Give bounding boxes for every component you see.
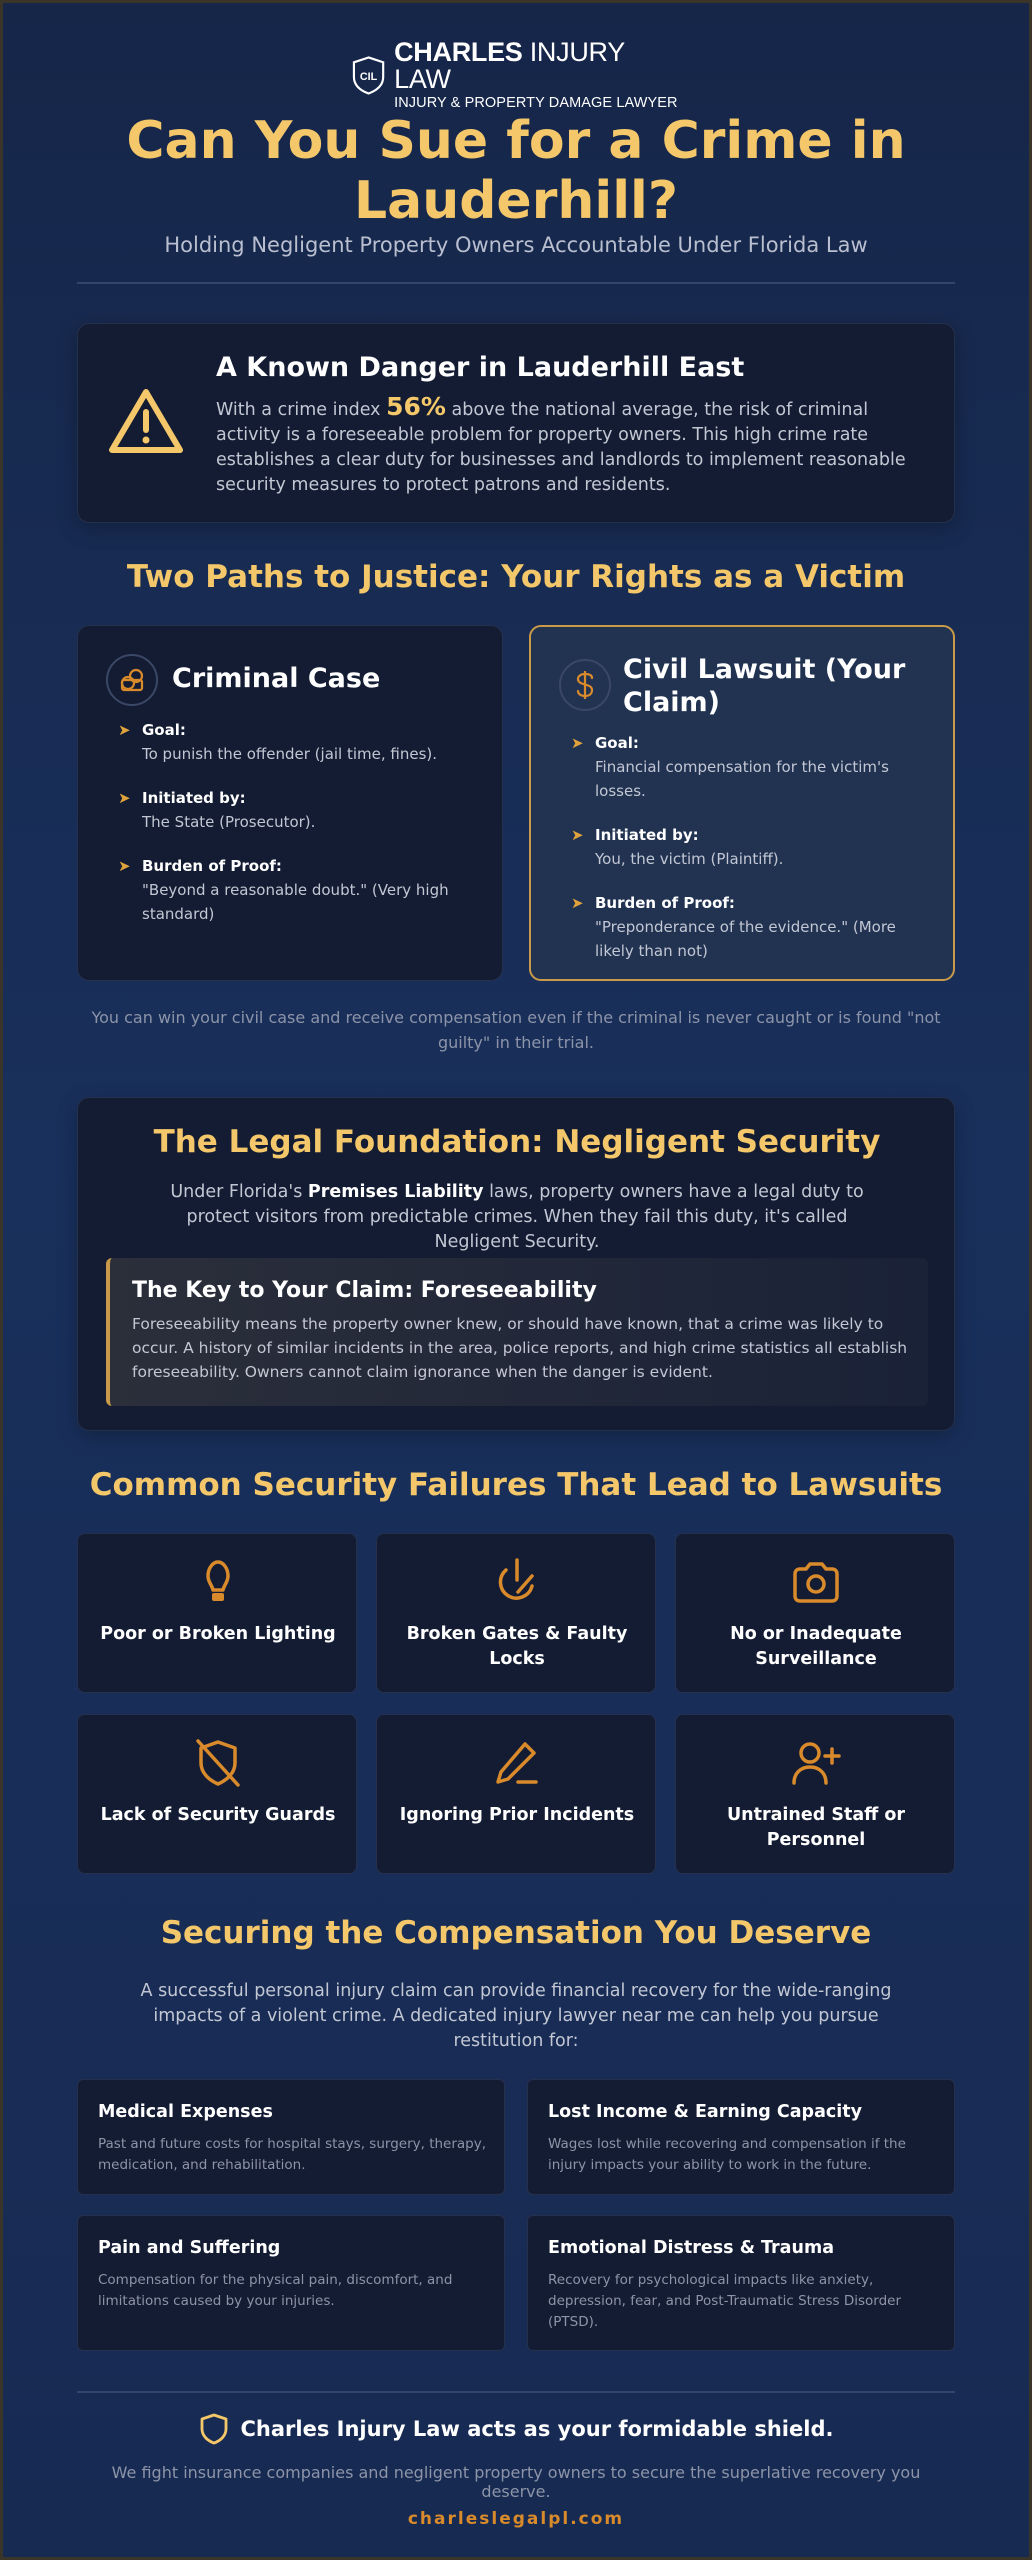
foreseeability-title: The Key to Your Claim: Foreseeability xyxy=(132,1278,597,1303)
failure-card-incidents: Ignoring Prior Incidents xyxy=(376,1714,656,1874)
crime-index-stat: 56% xyxy=(386,392,446,421)
legal-foundation-card xyxy=(77,1097,955,1431)
page-subtitle: Holding Negligent Property Owners Accountable Under Florida Law xyxy=(164,233,868,257)
list-item: ➤ Burden of Proof: "Beyond a reasonable doubt." (Very high standard) xyxy=(118,857,449,923)
foreseeability-callout xyxy=(106,1258,928,1406)
failures-title: Common Security Failures That Lead to Lawsuits xyxy=(89,1467,943,1503)
brand-logo xyxy=(351,37,681,112)
criminal-case-list xyxy=(118,718,478,946)
danger-title: A Known Danger in Lauderhill East xyxy=(216,352,745,383)
criminal-case-title: Criminal Case xyxy=(172,663,381,694)
dollar-icon xyxy=(559,659,611,711)
website-link[interactable]: charleslegalpl.com xyxy=(407,2509,625,2529)
compensation-intro: A successful personal injury claim can provide financial recovery for the wide-ranging impacts of a violent crime. A dedicated injury lawyer near me can help you pursue restitution for: xyxy=(140,1981,892,2051)
shield-icon xyxy=(199,2413,229,2445)
brand-tagline: INJURY & PROPERTY DAMAGE LAWYER xyxy=(394,95,678,112)
failure-card-guards: Lack of Security Guards xyxy=(77,1714,357,1874)
compensation-title: Securing the Compensation You Deserve xyxy=(160,1915,872,1951)
danger-card xyxy=(77,323,955,523)
list-item: ➤ Initiated by: The State (Prosecutor). xyxy=(118,789,316,831)
lightbulb-icon xyxy=(193,1556,243,1608)
handcuffs-icon xyxy=(106,654,158,706)
list-item: ➤ Goal: Financial compensation for the victim's losses. xyxy=(571,734,889,800)
infographic-page xyxy=(3,3,1029,2557)
failure-card-locks: Broken Gates & Faulty Locks xyxy=(376,1533,656,1693)
pencil-icon xyxy=(492,1737,542,1789)
svg-text:CIL: CIL xyxy=(359,70,378,83)
list-item: ➤ Goal: To punish the offender (jail time, fines). xyxy=(118,721,438,763)
list-item: ➤ Burden of Proof: "Preponderance of the evidence." (More likely than not) xyxy=(571,894,896,960)
warning-triangle-icon xyxy=(106,386,186,458)
criminal-case-card xyxy=(77,625,503,981)
compensation-card-medical: Medical Expenses Past and future costs for hospital stays, surgery, therapy, medication, and rehabilitation. xyxy=(77,2079,505,2195)
foreseeability-text: Foreseeability means the property owner knew, or should have known, that a crime was likely to occur. A history of similar incidents in the area, police reports, and high crime statistics all establish foreseeability. Owners cannot claim ignorance when the danger is evident. xyxy=(132,1315,908,1381)
shield-off-icon xyxy=(193,1737,243,1789)
page-title: Can You Sue for a Crime in Lauderhill? xyxy=(126,111,906,231)
civil-case-note: You can win your civil case and receive compensation even if the criminal is never caught or is found "not guilty" in their trial. xyxy=(91,1008,941,1052)
compensation-card-pain: Pain and Suffering Compensation for the physical pain, discomfort, and limitations caused by your injuries. xyxy=(77,2215,505,2351)
civil-lawsuit-list xyxy=(571,731,931,983)
failure-card-staff: Untrained Staff or Personnel xyxy=(675,1714,955,1874)
failure-card-surveillance: No or Inadequate Surveillance xyxy=(675,1533,955,1693)
civil-lawsuit-card xyxy=(529,625,955,981)
failure-card-lighting: Poor or Broken Lighting xyxy=(77,1533,357,1693)
user-plus-icon xyxy=(791,1737,841,1789)
divider xyxy=(77,282,955,284)
compensation-card-emotional: Emotional Distress & Trauma Recovery for psychological impacts like anxiety, depression, fear, and Post-Traumatic Stress Disorder (PTSD). xyxy=(527,2215,955,2351)
divider xyxy=(77,2391,955,2393)
list-item: ➤ Initiated by: You, the victim (Plaintiff). xyxy=(571,826,784,868)
paths-title: Two Paths to Justice: Your Rights as a Victim xyxy=(126,559,906,595)
camera-icon xyxy=(791,1556,841,1608)
broken-lock-icon xyxy=(492,1556,542,1608)
brand-name: CHARLES INJURY LAW xyxy=(394,37,625,95)
danger-text: With a crime index 56% above the national average, the risk of criminal activity is a foreseeable problem for property owners. This high crime rate establishes a clear duty for businesses and landlords to implement reasonable security measures to protect patrons and residents. xyxy=(216,392,906,495)
legal-title: The Legal Foundation: Negligent Security xyxy=(153,1124,881,1160)
footer-text: We fight insurance companies and negligent property owners to secure the superlative recovery you deserve. xyxy=(111,2463,921,2501)
shield-tagline: Charles Injury Law acts as your formidable shield. xyxy=(77,2413,955,2445)
logo-mark-icon xyxy=(351,55,386,95)
civil-lawsuit-title: Civil Lawsuit (Your Claim) xyxy=(623,654,906,718)
legal-text: Under Florida's Premises Liability laws, property owners have a legal duty to protect visitors from predictable crimes. When they fail this duty, it's called Negligent Security. xyxy=(170,1182,864,1252)
compensation-card-income: Lost Income & Earning Capacity Wages lost while recovering and compensation if the injury impacts your ability to work in the future. xyxy=(527,2079,955,2195)
